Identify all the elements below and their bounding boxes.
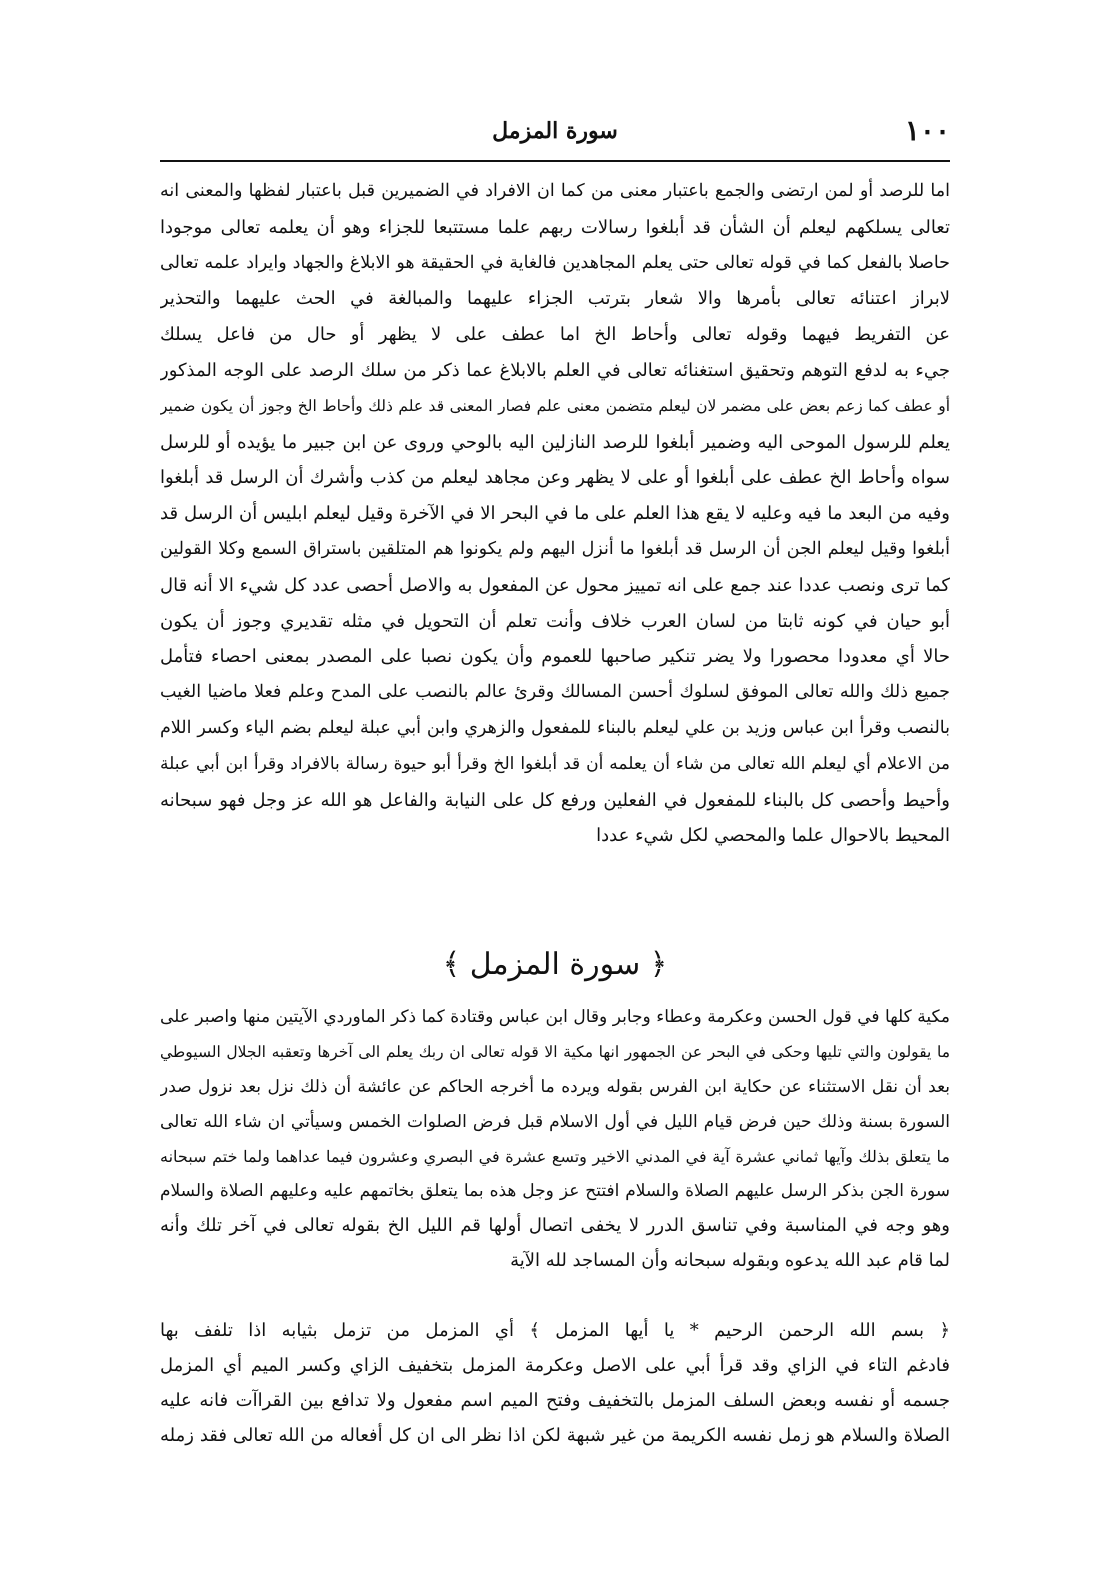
text-line: جسمه أو نفسه وبعض السلف المزمل بالتخفيف وفتح الميم اسم مفعول ولا تدافع بين القراآت فانه عليه xyxy=(160,1389,950,1411)
text-line: سواه وأحاط الخ عطف على أبلغوا أو على لا يظهر وعن مجاهد ليعلم من كذب وأشرك أن الرسل قد أبلغوا xyxy=(160,467,950,489)
text-line: تعالى يسلكهم ليعلم أن الشأن قد أبلغوا رسالات ربهم علما مستتبعا للجزاء وهو أن يعلمه تعالى موجودا xyxy=(160,216,950,238)
text-line: وأحيط وأحصى كل بالبناء للمفعول في الفعلين ورفع كل على النيابة والفاعل هو الله عز وجل فهو سبحانه xyxy=(160,789,950,811)
text-line: جميع ذلك والله تعالى الموفق لسلوك أحسن المسالك وقرئ عالم بالنصب على المدح وعلم فعلا ماضيا الغيب xyxy=(160,682,950,703)
text-line: مكية كلها في قول الحسن وعكرمة وعطاء وجابر وقال ابن عباس وقتادة كما ذكر الماوردي الآيتين منها واصبر على xyxy=(160,1007,950,1027)
text-line: بعد أن نقل الاستثناء عن حكاية ابن الفرس بقوله ويرده ما أخرجه الحاكم عن عائشة أن ذلك نزل بعد نزول صدر xyxy=(160,1076,950,1097)
running-title: سورة المزمل xyxy=(492,118,618,144)
header-rule xyxy=(160,160,950,162)
text-line: الصلاة والسلام هو زمل نفسه الكريمة من غير شبهة لكن اذا نظر الى ان كل أفعاله من الله تعالى فقد زمله xyxy=(160,1424,950,1446)
commentary-paragraph xyxy=(160,174,950,854)
text-line: جيء به لدفع التوهم وتحقيق استغنائه تعالى في العلم بالابلاغ عما ذكر من سلك الرصد على الوجه المذكور xyxy=(160,359,950,381)
text-line: السورة بسنة وذلك حين فرض قيام الليل في أول الاسلام قبل فرض الصلوات الخمس وسيأتي ان شاء الله تعالى xyxy=(160,1111,950,1132)
text-line: سورة الجن بذكر الرسل عليهم الصلاة والسلام افتتح عز وجل هذه بما يتعلق بخاتمهم عليه وعليهم الصلاة والسلام xyxy=(160,1181,950,1202)
page-header xyxy=(160,112,950,156)
text-line: بالنصب وقرأ ابن عباس وزيد بن علي ليعلم بالبناء للمفعول والزهري وابن أبي عبلة ليعلم بضم الياء وكسر اللام xyxy=(160,717,950,738)
surah-intro-paragraph xyxy=(160,1000,950,1279)
text-line: لابراز اعتنائه تعالى بأمرها والا شعار بترتب الجزاء عليهما والمبالغة في الحث عليهما والتحذير xyxy=(160,288,950,310)
text-line: لما قام عبد الله يدعوه وبقوله سبحانه وأن المساجد لله الآية xyxy=(510,1250,950,1272)
text-line: المحيط بالاحوال علما والمحصي لكل شيء عددا xyxy=(596,825,950,847)
text-line: ﴿ بسم الله الرحمن الرحيم * يا أيها المزمل ﴾ أي المزمل من تزمل بثيابه اذا تلفف بها xyxy=(160,1320,950,1341)
verse-commentary-paragraph xyxy=(160,1314,950,1454)
text-line: ما يقولون والتي تليها وحكى في البحر عن الجمهور انها مكية الا قوله تعالى ان ربك يعلم الى آخرها وتعقبه الجلال السيوطي xyxy=(160,1042,950,1061)
text-line: أو عطف كما زعم بعض على مضمر لان ليعلم متضمن معنى علم فصار المعنى قد علم ذلك وأحاط الخ وجوز أن يكون ضمير xyxy=(160,396,950,415)
text-line: عن التفريط فيهما وقوله تعالى وأحاط الخ اما عطف على لا يظهر أو حال من فاعل يسلك xyxy=(160,324,950,346)
text-line: أبو حيان في كونه ثابتا من لسان العرب خلاف وأنت تعلم أن التحويل في مثله تقديري وجوز أن يكون xyxy=(160,610,950,632)
text-line: فادغم التاء في الزاي وقد قرأ أبي على الاصل وعكرمة المزمل بتخفيف الزاي وكسر الميم أي المزمل xyxy=(160,1354,950,1376)
text-line: وفيه من البعد ما فيه وعليه لا يقع هذا العلم على ما في البحر الا في الآخرة وقيل ليعلم ابليس أن الرسل قد xyxy=(160,503,950,525)
surah-heading: ﴿ سورة المزمل ﴾ xyxy=(442,947,668,982)
text-line: وهو وجه في المناسبة وفي تناسق الدرر لا يخفى اتصال أولها قم الليل الخ بقوله تعالى في آخر تلك وأنه xyxy=(160,1215,950,1237)
text-line: يعلم للرسول الموحى اليه وضمير أبلغوا للرصد النازلين اليه بالوحي وروى عن ابن جبير ما يؤيده أو للرسل xyxy=(160,431,950,453)
text-line: أبلغوا وقيل ليعلم الجن أن الرسل قد أبلغوا ما أنزل اليهم ولم يكونوا هم المتلقين باستراق السمع وكلا القولين xyxy=(160,538,950,559)
text-line: كما ترى ونصب عددا عند جمع على انه تمييز محول عن المفعول به والاصل أحصى عدد كل شيء الا أنه قال xyxy=(160,574,950,596)
page-number: ١٠٠ xyxy=(904,114,950,147)
text-line: من الاعلام أي ليعلم الله تعالى من شاء أن يعلمه أن قد أبلغوا الخ وقرأ أبو حيوة رسالة بالافراد وقرأ ابن أبي عبلة xyxy=(160,753,950,774)
text-line: اما للرصد أو لمن ارتضى والجمع باعتبار معنى من كما ان الافراد في الضميرين قبل باعتبار لفظها والمعنى انه xyxy=(160,181,950,201)
text-line: حاصلا بالفعل كما في قوله تعالى حتى يعلم المجاهدين فالغاية في الحقيقة هو الابلاغ والجهاد وايراد علمه تعالى xyxy=(160,252,950,273)
text-line: ما يتعلق بذلك وآيها ثماني عشرة آية في المدني الاخير وتسع عشرة في البصري وعشرون فيما عداهما ولما ختم سبحانه xyxy=(160,1146,950,1166)
text-line: حالا أي معدودا محصورا ولا يضر تنكير صاحبها للعموم وأن يكون نصبا على المصدر بمعنى احصاء فتأمل xyxy=(160,646,950,668)
